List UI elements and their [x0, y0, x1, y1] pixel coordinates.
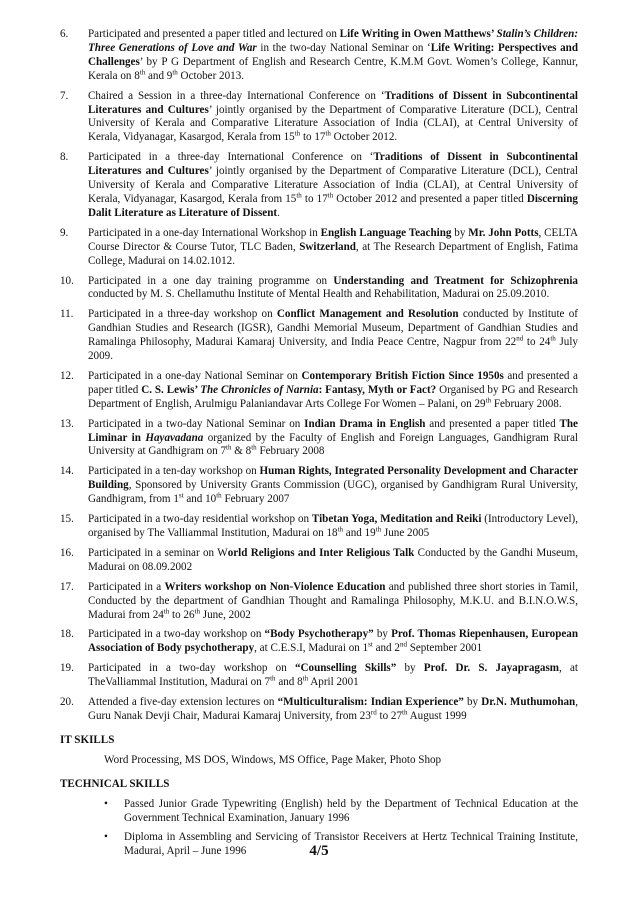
emphasis-text: The Chronicles of Narnia	[200, 383, 319, 396]
emphasis-text: “Body Psychotherapy”	[264, 628, 374, 641]
list-item	[60, 696, 578, 724]
text-run: conducted by Institute of Gandhian Studies and Research (IGSR), Gandhi Memorial Museum, Department of Gandhian Studies and Ramalinga Philosophy, Madurai Kamaraj University, and India Peace Centre, Nagpur from 22	[88, 308, 578, 349]
text-run: Participated and presented a paper titled and lectured on	[88, 28, 340, 40]
text-run: Participated in a two-day workshop on	[88, 628, 265, 641]
ordinal-suffix: th	[402, 708, 408, 717]
emphasis-text: Hayavadana	[145, 431, 204, 444]
emphasis-text: “Multiculturalism: Indian Experience”	[277, 696, 464, 709]
list-item-text	[88, 547, 578, 575]
text-run: July 2009.	[88, 336, 578, 363]
list-item	[60, 662, 578, 690]
ordinal-suffix: th	[270, 674, 276, 683]
text-run: & 8	[231, 445, 252, 458]
emphasis-text: Human Rights, Integrated Personality Development and Character Building	[88, 465, 578, 492]
text-run: by	[463, 696, 482, 709]
emphasis-text: : Fantasy, Myth or Fact?	[318, 383, 437, 396]
list-item-text	[88, 370, 578, 412]
text-run: and 9	[145, 69, 173, 82]
list-item	[60, 275, 578, 303]
ordinal-suffix: th	[302, 674, 309, 683]
text-run: and 2	[372, 642, 400, 655]
list-item-number: 12.	[60, 369, 74, 382]
text-run: to 24	[523, 336, 551, 349]
list-item-number: 15.	[60, 513, 74, 526]
text-run: to 26	[169, 608, 195, 621]
ordinal-suffix: th	[216, 491, 222, 500]
technical-skill-text: Diploma in Assembling and Servicing of Transistor Receivers at Hertz Technical Training Institute, Madurai, April – June 1996	[124, 831, 578, 858]
text-run: Participated in a one-day International Workshop in	[88, 226, 321, 239]
emphasis-text: Prof. Dr. S. Jayapragasm	[423, 662, 560, 675]
emphasis-text: Traditions of Dissent in Subcontinental Literatures and Cultures	[88, 151, 578, 178]
list-item-number: 6.	[60, 28, 69, 40]
text-run: Participated in a two-day residential workshop on	[88, 513, 312, 526]
list-item-number: 19.	[60, 662, 74, 675]
list-item	[60, 151, 578, 221]
bullet-icon: •	[104, 797, 108, 810]
emphasis-text: Switzerland	[299, 240, 356, 253]
text-run: organized by the Faculty of English and Foreign Languages, Gandhigram Rural University at Gandhigram on 7	[88, 431, 579, 458]
ordinal-suffix: th	[550, 334, 556, 343]
emphasis-text: orld Religions and Inter Religious Talk	[227, 546, 415, 559]
text-run: and 10	[183, 493, 217, 506]
emphasis-text: Understanding and Treatment for Schizophrenia	[333, 274, 578, 287]
list-item-number: 10.	[60, 274, 74, 287]
list-item-number: 14.	[60, 465, 74, 478]
ordinal-suffix: th	[337, 525, 344, 534]
emphasis-text: Prof. Thomas Riepenhausen, European Association of Body psychotherapy	[88, 628, 578, 655]
list-item	[60, 628, 578, 656]
list-item-number: 18.	[60, 628, 74, 641]
ordinal-suffix: th	[226, 443, 232, 452]
ordinal-suffix: th	[172, 68, 178, 77]
list-item	[60, 370, 578, 412]
text-run: and presented a paper titled	[425, 417, 560, 430]
emphasis-text: Life Writing in Owen Matthews’	[339, 28, 497, 40]
text-run: ’ by P G Department of English and Research Centre, K.M.M Govt. Women’s College, Kannur, Kerala on 8	[88, 55, 578, 82]
text-run: by	[451, 226, 469, 239]
bullet-icon: •	[104, 831, 108, 844]
list-item	[60, 513, 578, 541]
list-item	[60, 418, 578, 460]
ordinal-suffix: th	[194, 606, 200, 615]
text-run: June, 2002	[199, 608, 251, 621]
list-item-text	[88, 275, 578, 303]
text-run: (Introductory Level), organised by The Valliammal Institution, Madurai on 18	[88, 513, 578, 539]
text-run: Participated in a two-day National Seminar on	[88, 417, 305, 430]
text-run: and presented a paper titled	[88, 369, 578, 396]
emphasis-text: The Liminar in	[88, 417, 578, 444]
list-item	[60, 90, 578, 146]
list-item	[60, 308, 578, 364]
ordinal-suffix: th	[163, 606, 170, 615]
text-run: October 2013.	[177, 69, 245, 82]
text-run: April 2001	[308, 676, 359, 689]
text-run: , CELTA Course Director & Course Tutor, TLC Baden,	[88, 226, 578, 253]
list-item-text	[88, 151, 578, 221]
emphasis-text: Mr. John Potts	[468, 226, 539, 239]
text-run: August 1999	[407, 709, 467, 722]
text-run: Participated in a	[88, 580, 165, 593]
list-item-number: 11.	[60, 308, 74, 321]
text-run: ’ jointly organised by the Department of Comparative Literature (DCL), Central University of Kerala and Comparative Literature Association of India (CLAI), at Central University of Kerala, Vidyanagar, Kasargod, Kerala from 15	[88, 165, 578, 205]
text-run: Chaired a Session in a three-day International Conference on ‘	[88, 89, 385, 102]
ordinal-suffix: th	[325, 129, 331, 138]
list-item-number: 20.	[60, 696, 74, 709]
emphasis-text: C. S. Lewis’	[141, 383, 201, 396]
list-item	[60, 28, 578, 84]
text-run: in the two-day National Seminar on ‘	[256, 41, 431, 54]
ordinal-suffix: rd	[370, 708, 377, 717]
list-item-text	[88, 28, 578, 84]
list-item-number: 9.	[60, 226, 69, 239]
text-run: by	[373, 628, 392, 641]
text-run: by	[396, 662, 424, 675]
ordinal-suffix: st	[368, 640, 373, 649]
list-item-text	[88, 227, 578, 269]
technical-skills-heading: TECHNICAL SKILLS	[60, 777, 170, 790]
list-item	[60, 465, 578, 507]
text-run: Participated in a three-day International Conference on ‘	[88, 151, 374, 164]
emphasis-text: Discerning Dalit Literature as Literature of Dissent	[88, 192, 578, 219]
list-item-text	[88, 696, 578, 724]
list-item	[60, 227, 578, 269]
text-run: , at C.E.S.I, Madurai on 1	[254, 642, 369, 655]
text-run: October 2012 and presented a paper titled	[333, 192, 527, 205]
ordinal-suffix: nd	[516, 334, 524, 343]
text-run: and published three short stories in Tamil, Conducted by the department of Gandhian Thought and Ramalinga Philosophy, M.K.U. and B.I.N.O.W.S, Madurai from 24	[88, 580, 578, 621]
text-run: , at The Research Department of English, Fatima College, Madurai on 14.02.1012.	[88, 240, 578, 267]
list-item	[60, 581, 578, 623]
list-item-text	[88, 513, 578, 541]
emphasis-text: Indian Drama in English	[304, 417, 426, 430]
text-run: Participated in a three-day workshop on	[88, 308, 277, 321]
ordinal-suffix: th	[327, 191, 334, 200]
text-run: Participated in a ten-day workshop on	[88, 465, 260, 478]
ordinal-suffix: th	[375, 525, 382, 534]
list-item-text	[88, 308, 578, 364]
emphasis-text: Writers workshop on Non-Violence Education	[164, 580, 386, 593]
text-run: Participated in a one day training programme on	[88, 274, 334, 287]
ordinal-suffix: st	[178, 491, 184, 500]
text-run: Participated in a one-day National Seminar on	[88, 369, 302, 382]
list-item-text	[88, 628, 578, 656]
technical-skill-text: Passed Junior Grade Typewriting (English) held by the Department of Technical Education at the Government Technical Examination, January 1996	[124, 797, 578, 824]
it-skills-heading: IT SKILLS	[60, 733, 115, 746]
emphasis-text: Tibetan Yoga, Meditation and Reiki	[311, 513, 482, 526]
text-run: February 2008.	[491, 397, 562, 410]
ordinal-suffix: th	[294, 129, 301, 138]
ordinal-suffix: nd	[399, 640, 407, 649]
emphasis-text: Life Writing: Perspectives and Challenges	[88, 41, 579, 68]
list-item-number: 16.	[60, 546, 74, 559]
text-run: , Sponsored by University Grants Commission (UGC), organised by Gandhigram Rural University, Gandhigram, from 1	[88, 479, 578, 506]
ordinal-suffix: th	[251, 443, 257, 452]
list-item-text	[88, 90, 578, 146]
list-item-text	[88, 581, 578, 623]
text-run: Participated in a two-day workshop on	[88, 662, 295, 675]
it-skills-text: Word Processing, MS DOS, Windows, MS Office, Page Maker, Photo Shop	[104, 753, 442, 766]
text-run: September 2001	[406, 642, 483, 655]
text-run: October 2012.	[330, 131, 398, 144]
ordinal-suffix: th	[485, 396, 492, 405]
list-item	[60, 547, 578, 575]
emphasis-text: Stalin’s Children: Three Generations of Love and War	[88, 28, 579, 54]
emphasis-text: Dr.N. Muthumohan	[481, 696, 576, 709]
emphasis-text: Conflict Management and Resolution	[276, 308, 459, 321]
activities-list	[60, 28, 578, 724]
text-run: Attended a five-day extension lectures on	[88, 696, 278, 709]
technical-skill-item	[60, 798, 578, 826]
text-run: to 17	[300, 131, 326, 144]
ordinal-suffix: th	[296, 191, 302, 200]
text-run: and 19	[343, 527, 376, 539]
list-item-text	[88, 418, 578, 460]
text-run: to 17	[301, 192, 328, 205]
list-item-number: 13.	[60, 417, 74, 430]
emphasis-text: Contemporary British Fiction Since 1950s	[301, 369, 504, 382]
text-run: Participated in a seminar on W	[88, 546, 228, 559]
text-run: , Guru Nanak Devji Chair, Madurai Kamaraj University, from 23	[88, 696, 579, 722]
ordinal-suffix: th	[139, 68, 146, 77]
emphasis-text: English Language Teaching	[320, 226, 452, 239]
text-run: conducted by M. S. Chellamuthu Institute of Mental Health and Rehabilitation, Madurai on 25.09.2010.	[88, 288, 550, 301]
text-run: February 2008	[256, 445, 325, 458]
text-run: February 2007	[221, 493, 290, 506]
text-run: ’ jointly organised by the Department of Comparative Literature (DCL), Central University of Kerala and Comparative Literature Association of India (CLAI), at Central University of Kerala, Vidyanagar, Kasargod, Kerala from 15	[88, 103, 578, 144]
list-item-text	[88, 662, 578, 690]
text-run: and 8	[275, 676, 303, 689]
list-item-number: 7.	[60, 89, 69, 102]
list-item-number: 8.	[60, 151, 69, 164]
list-item-text	[88, 465, 578, 507]
text-run: June 2005	[381, 527, 430, 539]
text-run: to 27	[376, 709, 403, 722]
text-run: .	[277, 206, 280, 219]
page-number: 4/5	[309, 843, 329, 859]
list-item-number: 17.	[60, 580, 74, 593]
text-run: Organised by PG and Research Department of English, Arulmigu Palaniandavar Arts College For Women – Palani, on 29	[88, 383, 578, 410]
emphasis-text: “Counselling Skills”	[294, 662, 397, 675]
text-run: Conducted by the Gandhi Museum, Madurai on 08.09.2002	[88, 546, 578, 573]
emphasis-text: Traditions of Dissent in Subcontinental Literatures and Cultures	[88, 89, 578, 116]
text-run: , at TheValliammal Institution, Madurai on 7	[88, 662, 579, 689]
